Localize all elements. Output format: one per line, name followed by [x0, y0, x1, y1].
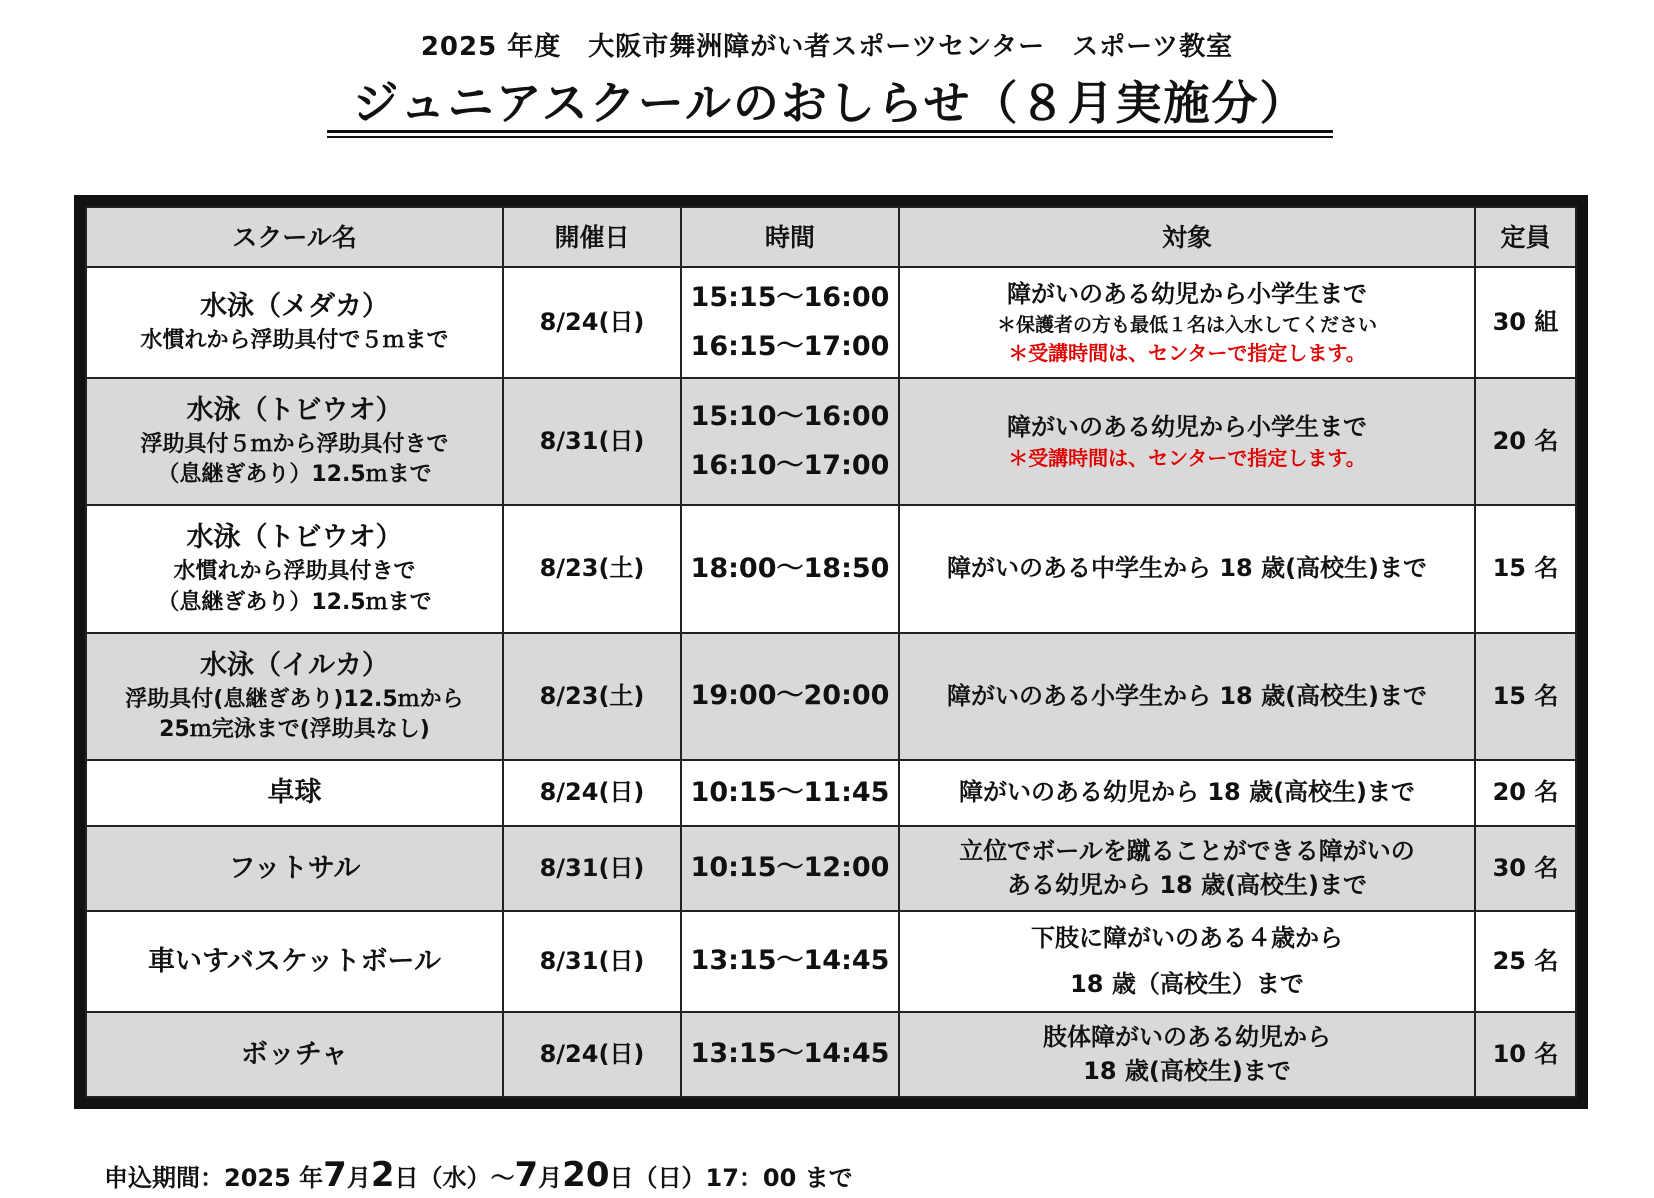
target-note: ＊保護者の方も最低１名は入水してください: [996, 314, 1377, 336]
target-cell: 障がいのある幼児から 18 歳(高校生)まで: [899, 760, 1475, 826]
title-underline: [327, 130, 1333, 133]
date-cell: 8/23(土): [503, 505, 681, 633]
time-slot: 13:15～14:45: [690, 945, 890, 977]
capacity-cell: 25 名: [1475, 911, 1576, 1012]
target-text: 18 歳(高校生)まで: [1083, 1056, 1291, 1085]
target-text: 障がいのある幼児から小学生まで: [1007, 280, 1367, 309]
time-cell: [681, 760, 899, 826]
time-cell: [681, 826, 899, 911]
table-row: [86, 633, 1576, 760]
page-subtitle: 2025 年度 大阪市舞洲障がい者スポーツセンター スポーツ教室: [420, 32, 1234, 62]
time-cell: [681, 633, 899, 760]
time-slot: 19:00～20:00: [690, 680, 890, 712]
target-cell: [899, 378, 1475, 505]
application-period-label: 申込期間：2025 年: [104, 1164, 324, 1192]
capacity-cell: 30 名: [1475, 826, 1576, 911]
date-cell: 8/24(日): [503, 267, 681, 378]
school-name-cell: [86, 1012, 503, 1097]
capacity-cell: 30 組: [1475, 267, 1576, 378]
column-header-school: スクール名: [86, 207, 503, 267]
column-header-time: 時間: [681, 207, 899, 267]
target-text: ある幼児から 18 歳(高校生)まで: [1006, 870, 1368, 899]
school-description: （息継ぎあり）12.5ｍまで: [157, 589, 432, 615]
time-slot: 16:15～17:00: [690, 330, 890, 362]
school-name: 水泳（メダカ）: [200, 291, 389, 323]
date-cell: 8/31(日): [503, 911, 681, 1012]
column-header-capacity: 定員: [1475, 207, 1576, 267]
page-title: ジュニアスクールのおしらせ（８月実施分）: [352, 76, 1308, 130]
time-slot: 15:10～16:00: [690, 400, 890, 432]
capacity-cell: 15 名: [1475, 505, 1576, 633]
time-cell: [681, 911, 899, 1012]
capacity-cell: 20 名: [1475, 378, 1576, 505]
end-day: 20: [562, 1155, 610, 1195]
table-row: [86, 826, 1576, 911]
time-slot: 15:15～16:00: [690, 281, 890, 313]
day-label: 日（水）～: [394, 1164, 515, 1192]
target-text: 18 歳（高校生）まで: [1070, 969, 1304, 998]
column-header-date: 開催日: [503, 207, 681, 267]
table-row: [86, 760, 1576, 826]
date-cell: 8/24(日): [503, 760, 681, 826]
end-month: 7: [514, 1155, 539, 1195]
target-cell: 障がいのある小学生から 18 歳(高校生)まで: [899, 633, 1475, 760]
table-row: [86, 1012, 1576, 1097]
target-text: 立位でボールを蹴ることができる障がいの: [959, 836, 1415, 865]
school-description: 25ｍ完泳まで(浮助具なし): [159, 717, 430, 743]
school-name-cell: [86, 505, 503, 633]
school-name: 水泳（トビウオ）: [186, 394, 403, 426]
school-name: 車いすバスケットボール: [148, 945, 441, 977]
school-name: 卓球: [267, 777, 322, 809]
school-name-cell: [86, 760, 503, 826]
time-slot: 10:15～12:00: [690, 852, 890, 884]
schedule-frame-inner: [85, 206, 1577, 1098]
start-day: 2: [370, 1155, 395, 1195]
deadline-label: 日（日）17：00 まで: [609, 1164, 853, 1192]
month-label: 月: [538, 1164, 563, 1192]
target-warning: ＊受講時間は、センターで指定します。: [1008, 340, 1366, 365]
table-row: [86, 505, 1576, 633]
target-cell: [899, 826, 1475, 911]
title-underline-secondary: [327, 136, 1333, 138]
school-name-cell: [86, 267, 503, 378]
time-cell: [681, 378, 899, 505]
school-name: ボッチャ: [240, 1038, 349, 1070]
school-name-cell: [86, 911, 503, 1012]
time-cell: [681, 1012, 899, 1097]
school-name: 水泳（イルカ）: [200, 649, 389, 681]
target-text: 下肢に障がいのある４歳から: [1031, 923, 1343, 952]
school-description: 浮助具付(息継ぎあり)12.5ｍから: [125, 686, 464, 712]
application-period: [104, 1155, 853, 1195]
table-row: [86, 378, 1576, 505]
school-name-cell: [86, 633, 503, 760]
time-slot: 18:00～18:50: [690, 552, 890, 584]
school-name: 水泳（トビウオ）: [186, 522, 403, 554]
school-name-cell: [86, 826, 503, 911]
school-description: 浮助具付５ｍから浮助具付きで: [140, 431, 449, 457]
target-warning: ＊受講時間は、センターで指定します。: [1008, 446, 1366, 471]
target-cell: [899, 1012, 1475, 1097]
time-cell: [681, 267, 899, 378]
table-row: [86, 911, 1576, 1012]
target-text: 障がいのある幼児から小学生まで: [1007, 412, 1367, 441]
month-label: 月: [346, 1164, 371, 1192]
target-cell: [899, 911, 1475, 1012]
time-slot: 16:10～17:00: [690, 449, 890, 481]
table-header-row: [86, 207, 1576, 267]
date-cell: 8/24(日): [503, 1012, 681, 1097]
page-title-wrap: [327, 74, 1333, 138]
school-description: 水慣れから浮助具付で５ｍまで: [140, 328, 449, 353]
target-text: 肢体障がいのある幼児から: [1043, 1022, 1331, 1051]
school-description: （息継ぎあり）12.5ｍまで: [157, 462, 432, 488]
capacity-cell: 15 名: [1475, 633, 1576, 760]
capacity-cell: 10 名: [1475, 1012, 1576, 1097]
start-month: 7: [323, 1155, 347, 1195]
school-description: 水慣れから浮助具付きで: [173, 559, 416, 585]
capacity-cell: 20 名: [1475, 760, 1576, 826]
target-cell: [899, 267, 1475, 378]
column-header-target: 対象: [899, 207, 1475, 267]
time-cell: [681, 505, 899, 633]
table-row: [86, 267, 1576, 378]
date-cell: 8/23(土): [503, 633, 681, 760]
time-slot: 10:15～11:45: [690, 776, 890, 808]
time-slot: 13:15～14:45: [690, 1038, 890, 1070]
school-name-cell: [86, 378, 503, 505]
schedule-frame: [74, 195, 1588, 1109]
school-name: フットサル: [228, 852, 361, 884]
schedule-table: [85, 206, 1577, 1098]
date-cell: 8/31(日): [503, 826, 681, 911]
date-cell: 8/31(日): [503, 378, 681, 505]
target-cell: 障がいのある中学生から 18 歳(高校生)まで: [899, 505, 1475, 633]
